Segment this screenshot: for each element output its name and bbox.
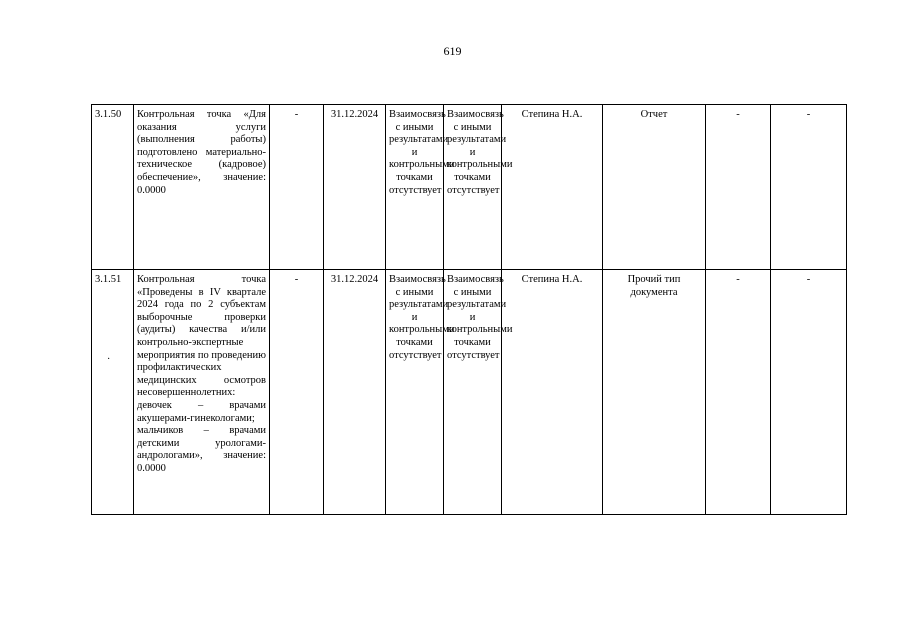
row-code: 3.1.50 bbox=[92, 105, 134, 270]
row-predecessors: Взаимосвязь с иными результатами и контрольными точками отсутствует bbox=[386, 105, 444, 270]
row-successors: Взаимосвязь с иными результатами и контрольными точками отсутствует bbox=[444, 270, 502, 515]
table-row bbox=[92, 270, 847, 515]
row-end-date: 31.12.2024 bbox=[324, 270, 386, 515]
row-description: Контрольная точка «Проведены в IV квартале 2024 года по 2 субъектам выборочные проверки (аудиты) качества и/или контрольно-экспертные мероприятия по проведению профилактических медицинских осмотров несовершеннолетних: девочек – врачами акушерами-гинекологами; мальчиков – врачами детскими урологами-андрологами», значение: 0.0000 bbox=[134, 270, 270, 515]
row-document-type: Прочий тип документа bbox=[603, 270, 706, 515]
scan-artifact: · bbox=[107, 354, 111, 365]
plan-table bbox=[91, 104, 847, 515]
row-predecessors: Взаимосвязь с иными результатами и контрольными точками отсутствует bbox=[386, 270, 444, 515]
row-col10: - bbox=[771, 270, 847, 515]
row-code: 3.1.51 bbox=[92, 270, 134, 515]
row-responsible: Степина Н.А. bbox=[502, 105, 603, 270]
page-number: 619 bbox=[443, 44, 462, 58]
row-successors: Взаимосвязь с иными результатами и контрольными точками отсутствует bbox=[444, 105, 502, 270]
row-document-type: Отчет bbox=[603, 105, 706, 270]
row-description: Контрольная точка «Для оказания услуги (выполнения работы) подготовлено материально-техническое (кадровое) обеспечение», значение: 0.0000 bbox=[134, 105, 270, 270]
row-end-date: 31.12.2024 bbox=[324, 105, 386, 270]
row-col9: - bbox=[706, 105, 771, 270]
row-start-date: - bbox=[270, 270, 324, 515]
row-responsible: Степина Н.А. bbox=[502, 270, 603, 515]
row-start-date: - bbox=[270, 105, 324, 270]
row-col10: - bbox=[771, 105, 847, 270]
row-col9: - bbox=[706, 270, 771, 515]
table-row bbox=[92, 105, 847, 270]
